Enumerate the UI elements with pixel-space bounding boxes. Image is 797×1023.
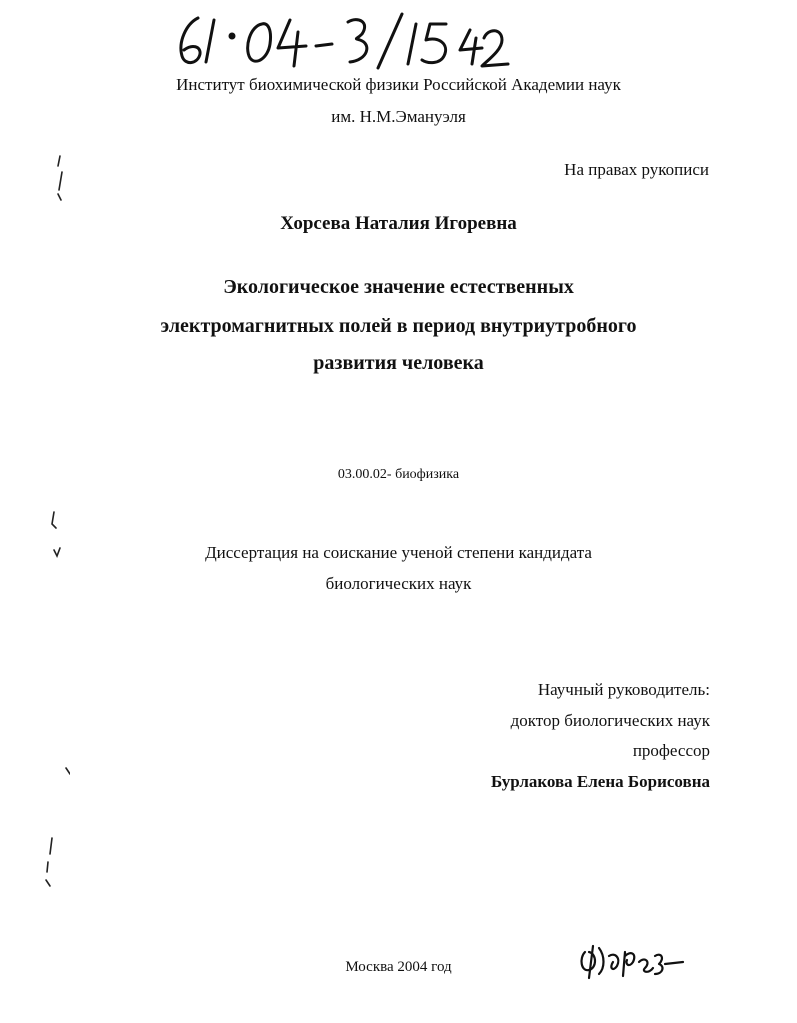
institute-line-1: Институт биохимической физики Российской Академии наук [176,75,621,94]
dissertation-degree-line-1: Диссертация на соискание ученой степени кандидата [205,543,592,562]
supervisor-name: Бурлакова Елена Борисовна [490,772,710,791]
dissertation-title-line-3: развития человека [313,352,484,374]
author-name: Хорсева Наталия Игоревна [280,213,517,234]
institute-line-2: им. Н.М.Эмануэля [331,107,466,126]
dissertation-title-line-1: Экологическое значение естественных [223,276,574,298]
specialty-code: 03.00.02- биофизика [337,467,460,482]
supervisor-label: Научный руководитель: [537,680,710,699]
dissertation-title-line-2: электромагнитных полей в период внутриутробного [160,315,637,337]
dissertation-degree-line-2: биологических наук [325,574,472,593]
place-year: Москва 2004 год [345,959,452,975]
handwritten-signature [575,938,685,983]
supervisor-degree: доктор биологических наук [510,711,710,730]
manuscript-rights-note: На правах рукописи [564,160,709,179]
handwritten-archive-number [170,8,510,70]
supervisor-rank: профессор [632,741,710,760]
scan-margin-marks [40,150,70,910]
